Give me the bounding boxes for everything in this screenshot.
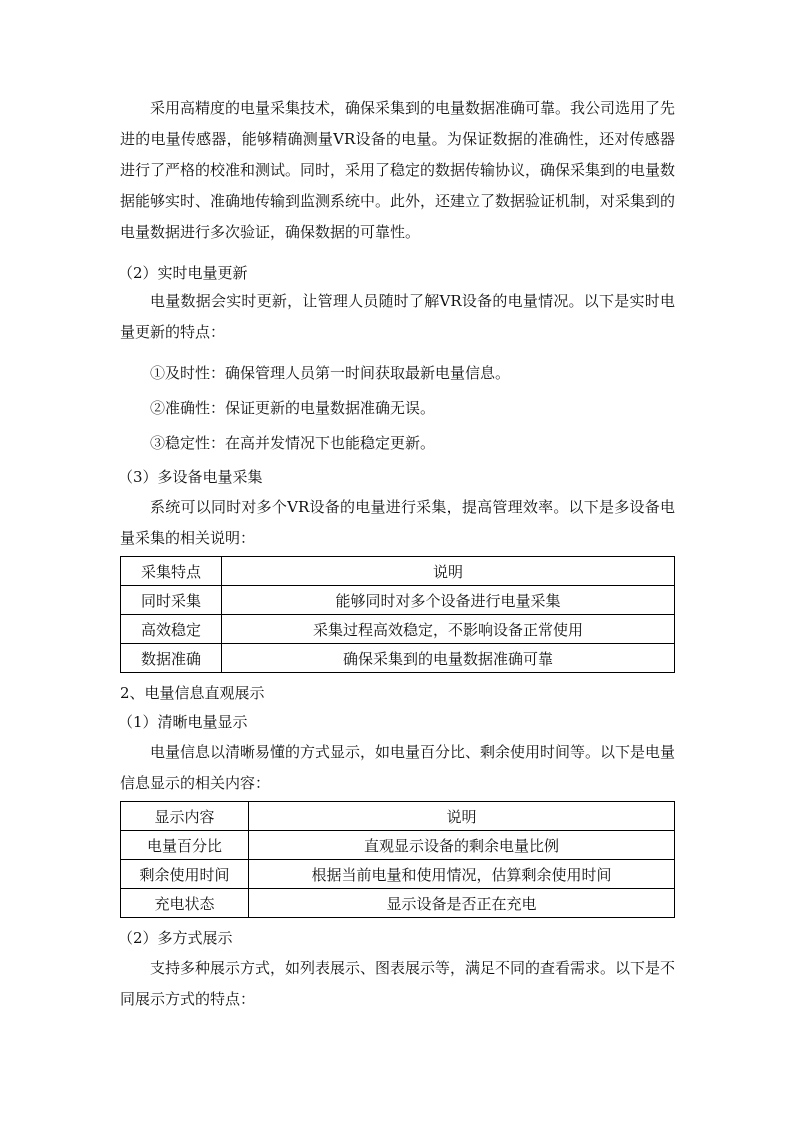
table-header-cell: 说明 (249, 802, 675, 831)
table-cell: 充电状态 (121, 889, 249, 918)
heading-multiway-display: （2）多方式展示 (118, 929, 233, 947)
heading-section-2: 2、电量信息直观展示 (120, 684, 265, 702)
table-row (121, 586, 675, 615)
paragraph-multiway-display: 支持多种展示方式，如列表展示、图表展示等，满足不同的查看需求。以下是不同展示方式的特点： (120, 959, 676, 1008)
paragraph-realtime-update: 电量数据会实时更新，让管理人员随时了解VR设备的电量情况。以下是实时电量更新的特点： (120, 292, 675, 341)
table-cell: 同时采集 (121, 586, 222, 615)
feature-item-timeliness: ①及时性：确保管理人员第一时间获取最新电量信息。 (150, 364, 511, 382)
table-cell: 能够同时对多个设备进行电量采集 (222, 586, 675, 615)
table-row (121, 831, 675, 860)
table-cell: 显示设备是否正在充电 (249, 889, 675, 918)
table-row (121, 889, 675, 918)
table-cell: 确保采集到的电量数据准确可靠 (222, 644, 675, 673)
paragraph-multi-device: 系统可以同时对多个VR设备的电量进行采集，提高管理效率。以下是多设备电量采集的相关说明： (120, 498, 675, 547)
table-header-cell: 说明 (222, 557, 675, 586)
display-table (120, 801, 675, 918)
table-header-cell: 采集特点 (121, 557, 222, 586)
heading-multi-device: （3）多设备电量采集 (118, 468, 263, 486)
heading-clear-display: （1）清晰电量显示 (118, 713, 248, 731)
table-header-row (121, 557, 675, 586)
paragraph-clear-display: 电量信息以清晰易懂的方式显示，如电量百分比、剩余使用时间等。以下是电量信息显示的相关内容： (120, 743, 676, 792)
table-cell: 数据准确 (121, 644, 222, 673)
table-cell: 剩余使用时间 (121, 860, 249, 889)
feature-item-stability: ③稳定性：在高并发情况下也能稳定更新。 (150, 434, 436, 452)
table-header-cell: 显示内容 (121, 802, 249, 831)
paragraph-data-accuracy: 采用高精度的电量采集技术，确保采集到的电量数据准确可靠。我公司选用了先进的电量传感器，能够精确测量VR设备的电量。为保证数据的准确性，还对传感器进行了严格的校准和测试。同时，采用了稳定的数据传输协议，确保采集到的电量数据能够实时、准确地传输到监测系统中。此外，还建立了数据验证机制，对采集到的电量数据进行多次验证，确保数据的可靠性。 (120, 99, 676, 241)
table-cell: 根据当前电量和使用情况，估算剩余使用时间 (249, 860, 675, 889)
table-row (121, 860, 675, 889)
table-header-row (121, 802, 675, 831)
table-row (121, 615, 675, 644)
table-row (121, 644, 675, 673)
heading-realtime-update: （2）实时电量更新 (118, 264, 248, 282)
collection-table (120, 556, 675, 673)
table-cell: 电量百分比 (121, 831, 249, 860)
table-cell: 高效稳定 (121, 615, 222, 644)
table-cell: 直观显示设备的剩余电量比例 (249, 831, 675, 860)
feature-item-accuracy: ②准确性：保证更新的电量数据准确无误。 (150, 399, 436, 417)
table-cell: 采集过程高效稳定，不影响设备正常使用 (222, 615, 675, 644)
